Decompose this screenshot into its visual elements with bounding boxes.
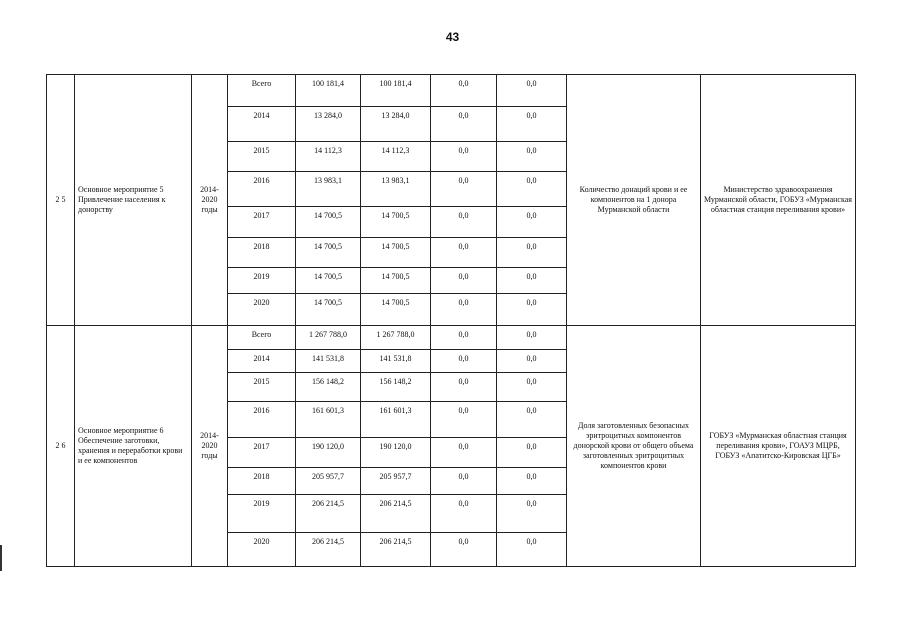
amount-regional: 13 983,1 bbox=[361, 172, 431, 207]
year-label: Всего bbox=[228, 75, 296, 107]
table-row bbox=[47, 326, 856, 350]
amount-total: 13 284,0 bbox=[296, 107, 361, 142]
amount-other: 0,0 bbox=[497, 172, 567, 207]
amount-regional: 14 112,3 bbox=[361, 142, 431, 172]
amount-federal: 0,0 bbox=[431, 373, 497, 402]
amount-total: 13 983,1 bbox=[296, 172, 361, 207]
year-label: 2015 bbox=[228, 373, 296, 402]
item-term: 2014-2020 годы bbox=[192, 326, 228, 567]
year-label: 2016 bbox=[228, 172, 296, 207]
item-term: 2014-2020 годы bbox=[192, 75, 228, 326]
amount-other: 0,0 bbox=[497, 207, 567, 238]
scan-edge-mark bbox=[0, 545, 2, 571]
item-name: Основное мероприятие 5 Привлечение населения к донорству bbox=[75, 75, 192, 326]
amount-total: 156 148,2 bbox=[296, 373, 361, 402]
amount-total: 14 700,5 bbox=[296, 294, 361, 326]
amount-total: 206 214,5 bbox=[296, 533, 361, 567]
indicator-text: Количество донаций крови и ее компонентов на 1 донора Мурманской области bbox=[567, 75, 701, 326]
amount-other: 0,0 bbox=[497, 438, 567, 468]
amount-federal: 0,0 bbox=[431, 326, 497, 350]
amount-total: 14 112,3 bbox=[296, 142, 361, 172]
amount-regional: 14 700,5 bbox=[361, 238, 431, 268]
amount-federal: 0,0 bbox=[431, 207, 497, 238]
amount-other: 0,0 bbox=[497, 495, 567, 533]
amount-federal: 0,0 bbox=[431, 495, 497, 533]
year-label: 2018 bbox=[228, 238, 296, 268]
indicator-text: Доля заготовленных безопасных эритроцитных компонентов донорской крови от общего объема заготовленных эритроцитных компонентов крови bbox=[567, 326, 701, 567]
amount-federal: 0,0 bbox=[431, 107, 497, 142]
amount-total: 161 601,3 bbox=[296, 402, 361, 438]
year-label: Всего bbox=[228, 326, 296, 350]
amount-regional: 14 700,5 bbox=[361, 207, 431, 238]
amount-federal: 0,0 bbox=[431, 533, 497, 567]
year-label: 2019 bbox=[228, 268, 296, 294]
year-label: 2014 bbox=[228, 350, 296, 373]
item-number: 2 6 bbox=[47, 326, 75, 567]
amount-federal: 0,0 bbox=[431, 350, 497, 373]
amount-federal: 0,0 bbox=[431, 268, 497, 294]
amount-total: 190 120,0 bbox=[296, 438, 361, 468]
amount-regional: 190 120,0 bbox=[361, 438, 431, 468]
amount-total: 1 267 788,0 bbox=[296, 326, 361, 350]
year-label: 2016 bbox=[228, 402, 296, 438]
amount-total: 206 214,5 bbox=[296, 495, 361, 533]
amount-regional: 141 531,8 bbox=[361, 350, 431, 373]
amount-regional: 14 700,5 bbox=[361, 294, 431, 326]
amount-other: 0,0 bbox=[497, 350, 567, 373]
amount-other: 0,0 bbox=[497, 326, 567, 350]
amount-other: 0,0 bbox=[497, 373, 567, 402]
amount-regional: 100 181,4 bbox=[361, 75, 431, 107]
amount-other: 0,0 bbox=[497, 142, 567, 172]
amount-federal: 0,0 bbox=[431, 402, 497, 438]
year-label: 2015 bbox=[228, 142, 296, 172]
year-label: 2017 bbox=[228, 207, 296, 238]
program-table bbox=[46, 74, 856, 567]
amount-regional: 156 148,2 bbox=[361, 373, 431, 402]
executor-text: ГОБУЗ «Мурманская областная станция переливания крови», ГОАУЗ МЦРБ, ГОБУЗ «Апатитско-Кировская ЦГБ» bbox=[701, 326, 856, 567]
year-label: 2017 bbox=[228, 438, 296, 468]
amount-total: 205 957,7 bbox=[296, 468, 361, 495]
amount-other: 0,0 bbox=[497, 75, 567, 107]
item-name: Основное мероприятие 6 Обеспечение заготовки, хранения и переработки крови и ее компонентов bbox=[75, 326, 192, 567]
amount-other: 0,0 bbox=[497, 238, 567, 268]
amount-total: 141 531,8 bbox=[296, 350, 361, 373]
item-number: 2 5 bbox=[47, 75, 75, 326]
year-label: 2020 bbox=[228, 533, 296, 567]
amount-regional: 206 214,5 bbox=[361, 495, 431, 533]
year-label: 2014 bbox=[228, 107, 296, 142]
amount-total: 100 181,4 bbox=[296, 75, 361, 107]
year-label: 2019 bbox=[228, 495, 296, 533]
amount-federal: 0,0 bbox=[431, 468, 497, 495]
amount-federal: 0,0 bbox=[431, 294, 497, 326]
amount-federal: 0,0 bbox=[431, 238, 497, 268]
year-label: 2018 bbox=[228, 468, 296, 495]
year-label: 2020 bbox=[228, 294, 296, 326]
amount-regional: 206 214,5 bbox=[361, 533, 431, 567]
amount-regional: 205 957,7 bbox=[361, 468, 431, 495]
amount-other: 0,0 bbox=[497, 294, 567, 326]
amount-regional: 161 601,3 bbox=[361, 402, 431, 438]
amount-regional: 14 700,5 bbox=[361, 268, 431, 294]
amount-total: 14 700,5 bbox=[296, 238, 361, 268]
amount-other: 0,0 bbox=[497, 107, 567, 142]
amount-federal: 0,0 bbox=[431, 438, 497, 468]
amount-other: 0,0 bbox=[497, 533, 567, 567]
page-number: 43 bbox=[445, 30, 460, 44]
amount-other: 0,0 bbox=[497, 468, 567, 495]
amount-total: 14 700,5 bbox=[296, 268, 361, 294]
executor-text: Министерство здравоохранения Мурманской области, ГОБУЗ «Мурманская областная станция переливания крови» bbox=[701, 75, 856, 326]
amount-regional: 13 284,0 bbox=[361, 107, 431, 142]
amount-regional: 1 267 788,0 bbox=[361, 326, 431, 350]
amount-other: 0,0 bbox=[497, 268, 567, 294]
amount-federal: 0,0 bbox=[431, 75, 497, 107]
amount-total: 14 700,5 bbox=[296, 207, 361, 238]
table-row bbox=[47, 75, 856, 107]
amount-federal: 0,0 bbox=[431, 142, 497, 172]
amount-other: 0,0 bbox=[497, 402, 567, 438]
amount-federal: 0,0 bbox=[431, 172, 497, 207]
